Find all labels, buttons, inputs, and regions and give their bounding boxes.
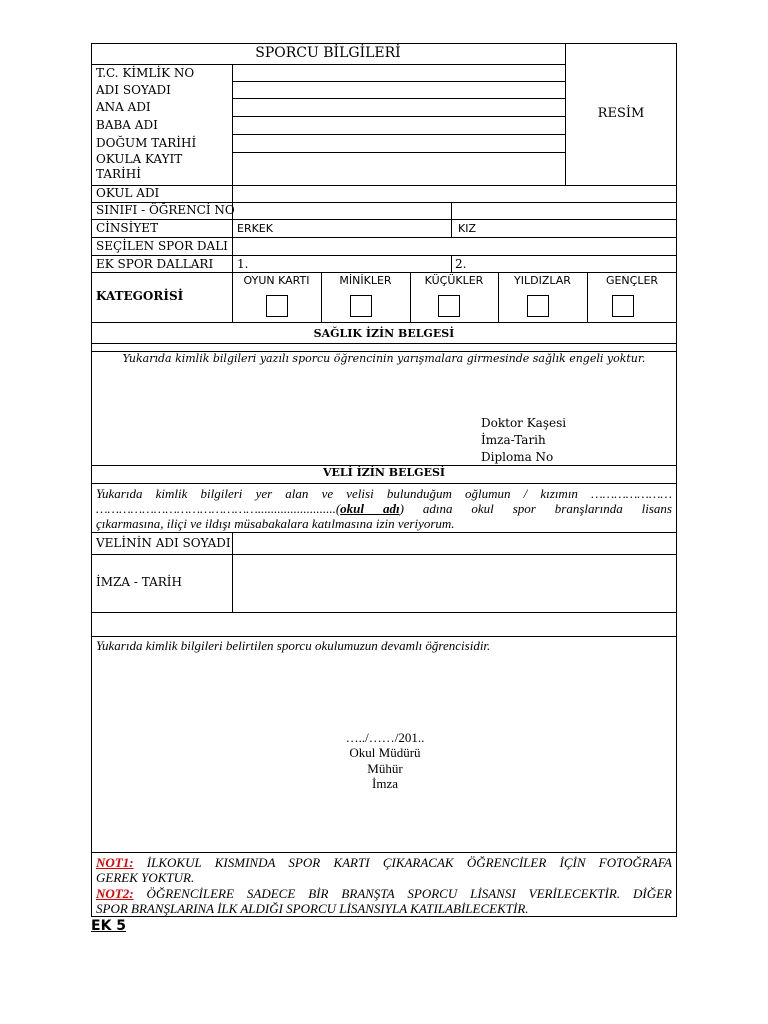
label-birth: DOĞUM TARİHİ [96, 136, 197, 150]
school-confirm-date: …../……/201.. [345, 730, 425, 745]
label-gender: CİNSİYET [96, 221, 159, 235]
parent-line2-rest: ) adına okul spor branşlarında lisans [399, 501, 672, 516]
parent-name-label: VELİNİN ADI SOYADI [96, 536, 231, 550]
note1-tag: NOT1: [96, 855, 134, 870]
school-field[interactable] [233, 186, 676, 202]
name-field[interactable] [233, 82, 564, 98]
parent-title: VELİ İZİN BELGESİ [322, 466, 446, 479]
school-confirm-seal: Mühür [367, 761, 403, 776]
school-confirm-principal: Okul Müdürü [349, 745, 421, 760]
note2-tag: NOT2: [96, 886, 134, 901]
photo-label: RESİM [597, 106, 645, 121]
health-sig-date: İmza-Tarih [481, 433, 546, 447]
label-name: ADI SOYADI [96, 83, 171, 97]
health-statement: Yukarıda kimlik bilgileri yazılı sporcu öğrencinin yarışmalara girmesinde sağlık engeli yoktur. [122, 352, 646, 365]
parent-line2-dots: ……………………………………........................( [96, 501, 341, 516]
category-yildizlar-label: YILDIZLAR [514, 274, 571, 287]
class-field[interactable] [233, 203, 676, 219]
label-enroll-1: OKULA KAYIT [96, 152, 183, 166]
category-minikler-label: MİNİKLER [339, 274, 392, 287]
school-confirm-sign: İmza [372, 776, 398, 791]
label-tc: T.C. KİMLİK NO [96, 66, 195, 80]
health-sig-stamp: Doktor Kaşesi [481, 416, 567, 430]
school-confirm-statement: Yukarıda kimlik bilgileri belirtilen sporcu okulumuzun devamlı öğrencisidir. [96, 638, 491, 653]
category-label: KATEGORİSİ [96, 289, 184, 303]
label-extra: EK SPOR DALLARI [96, 257, 214, 271]
father-field[interactable] [233, 117, 564, 134]
parent-statement-line2 [96, 501, 672, 516]
gender-male[interactable]: ERKEK [237, 222, 273, 235]
category-kucukler-label: KÜÇÜKLER [424, 274, 484, 287]
label-school: OKUL ADI [96, 186, 160, 200]
parent-sign-label: İMZA - TARİH [96, 575, 182, 589]
mother-field[interactable] [233, 99, 564, 116]
category-minikler-checkbox[interactable] [350, 295, 372, 317]
note1-line2: GEREK YOKTUR. [96, 870, 195, 885]
appendix-label: EK 5 [91, 918, 127, 934]
extra-sport-1[interactable]: 1. [237, 257, 249, 271]
parent-statement-line1: Yukarıda kimlik bilgileri yer alan ve velisi bulunduğum oğlumun / kızımın ………………… [96, 486, 672, 501]
gender-female[interactable]: KIZ [458, 222, 476, 235]
extra-sport-2[interactable]: 2. [455, 257, 467, 271]
health-title: SAĞLIK İZİN BELGESİ [313, 327, 455, 340]
tc-field[interactable] [233, 65, 564, 81]
category-oyun-karti-checkbox[interactable] [266, 295, 288, 317]
photo-area[interactable] [566, 44, 676, 185]
label-sport: SEÇİLEN SPOR DALI [96, 239, 228, 253]
category-yildizlar-checkbox[interactable] [527, 295, 549, 317]
note1-text-a: İLKOKUL KISMINDA SPOR KARTI ÇIKARACAK ÖĞRENCİLER İÇİN FOTOĞRAFA [133, 855, 672, 870]
school-name-placeholder: okul adı [340, 501, 400, 516]
category-gencler-checkbox[interactable] [612, 295, 634, 317]
category-gencler-label: GENÇLER [605, 274, 659, 287]
note1-line1 [96, 855, 672, 870]
label-father: BABA ADI [96, 118, 158, 132]
category-kucukler-checkbox[interactable] [438, 295, 460, 317]
parent-sign-field[interactable] [233, 555, 676, 612]
birth-field[interactable] [233, 135, 564, 152]
enroll-field[interactable] [233, 153, 564, 185]
sport-field[interactable] [233, 238, 676, 255]
note2-text-a: ÖĞRENCİLERE SADECE BİR BRANŞTA SPORCU LİSANSI VERİLECEKTİR. DİĞER [133, 886, 672, 901]
health-sig-diploma: Diploma No [481, 450, 554, 464]
note2-line1 [96, 886, 672, 901]
parent-name-field[interactable] [233, 533, 676, 554]
label-mother: ANA ADI [96, 100, 151, 114]
parent-statement-line3: çıkarmasına, iliçi ve ildışı müsabakalara katılmasına izin veriyorum. [96, 516, 455, 531]
note2-line2: SPOR BRANŞLARINA İLK ALDIĞI SPORCU LİSANSIYLA KATILABİLECEKTİR. [96, 901, 529, 916]
label-class: SINIFI - ÖĞRENCİ NO [96, 203, 235, 217]
category-oyun-karti-label: OYUN KARTI [243, 274, 310, 287]
label-enroll-2: TARİHİ [96, 167, 141, 181]
form-title: SPORCU BİLGİLERİ [255, 45, 401, 61]
